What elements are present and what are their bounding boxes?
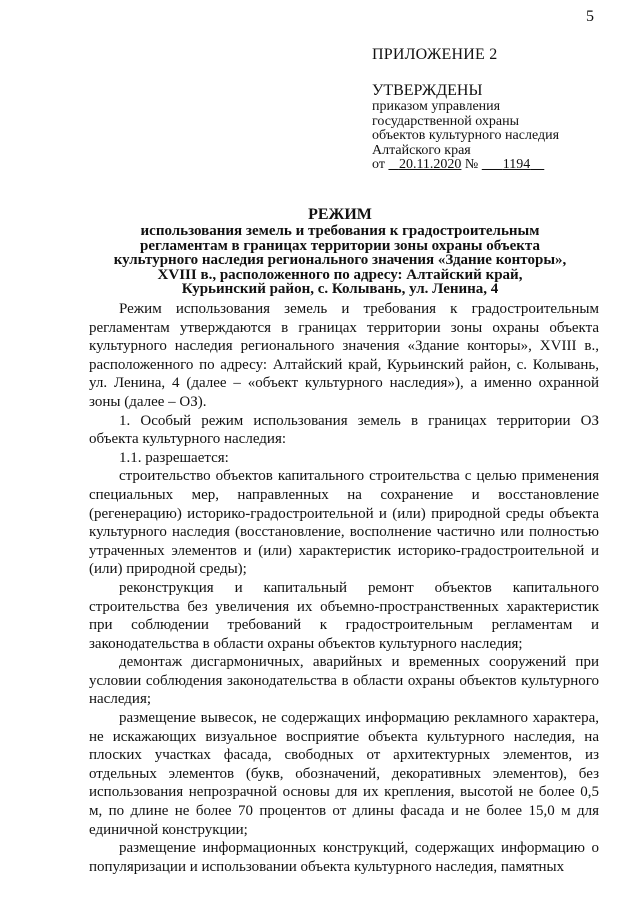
list-item: размещение вывесок, не содержащих информацию рекламного характера, не искажающих визуальное восприятие объекта культурного наследия, на плоских участках фасада, свободных от архитектурных элементов, из отдельных элементов (букв, обозначений, декоративных элементов), без использования непрозрачной основы для их крепления, высотой не более 0,5 м, по длине не более 70 процентов от длины фасада и не более 15,0 м для единичной конструкции;	[89, 710, 599, 838]
order-line	[372, 158, 559, 173]
issuer-line: Алтайского края	[372, 142, 471, 158]
subtitle-line: регламентам в границах территории зоны охраны объекта	[140, 237, 540, 254]
order-date: 20.11.2020	[398, 157, 462, 172]
issuer-line: объектов культурного наследия	[372, 128, 560, 143]
approval-block	[372, 82, 559, 173]
document-title: РЕЖИМ	[308, 206, 372, 223]
subsection-heading: 1.1. разрешается:	[119, 449, 229, 466]
section-heading: 1. Особый режим использования земель в границах территории ОЗ объекта культурного наследия:	[89, 412, 599, 448]
issuer-line: государственной охраны	[372, 113, 520, 129]
intro-paragraph: Режим использования земель и требования к градостроительным регламентам утверждаются в границах территории зоны охраны объекта культурного наследия регионального значения «Здание конторы», XVIII в., расположенного по адресу: Алтайский край, Курьинский район, с. Колывань, ул. Ленина, 4 (далее – «объект культурного наследия»), а именно охранной зоны (далее – ОЗ).	[89, 301, 599, 410]
order-number: 1194	[502, 157, 531, 172]
subtitle-line: Курьинский район, с. Колывань, ул. Ленина, 4	[181, 281, 499, 297]
subtitle-line: культурного наследия регионального значения «Здание конторы»,	[113, 252, 567, 268]
list-item: размещение информационных конструкций, содержащих информацию о популяризации и использовании объекта культурного наследия, памятных	[89, 840, 599, 875]
list-item: демонтаж дисгармоничных, аварийных и временных сооружений при условии соблюдения законодательства в области охраны объектов культурного наследия;	[89, 654, 599, 708]
document-title-block	[70, 206, 610, 297]
list-item: строительство объектов капитального строительства с целью применения специальных мер, направленных на сохранение и восстановление (регенерацию) историко-градостроительной и (или) природной среды объекта культурного наследия (восстановление, восполнение частично или полностью утраченных элементов и (или) характеристик историко-градостроительной и (или) природной среды);	[89, 468, 599, 578]
body-text	[89, 300, 599, 876]
page-number: 5	[586, 8, 594, 25]
order-prefix: от	[372, 157, 385, 172]
order-number-label: №	[464, 157, 479, 172]
subtitle-line: использования земель и требования к градостроительным	[140, 223, 540, 239]
issuer-line: приказом управления	[372, 99, 501, 114]
approved-label: УТВЕРЖДЕНЫ	[372, 82, 483, 99]
appendix-label: ПРИЛОЖЕНИЕ 2	[372, 46, 498, 63]
subtitle-line: XVIII в., расположенного по адресу: Алтайский край,	[157, 266, 523, 283]
list-item: реконструкция и капитальный ремонт объектов капитального строительства без увеличения их объемно-пространственных характеристик при соблюдении требований к градостроительным регламентам и законодательства в области охраны объектов культурного наследия;	[89, 579, 599, 652]
